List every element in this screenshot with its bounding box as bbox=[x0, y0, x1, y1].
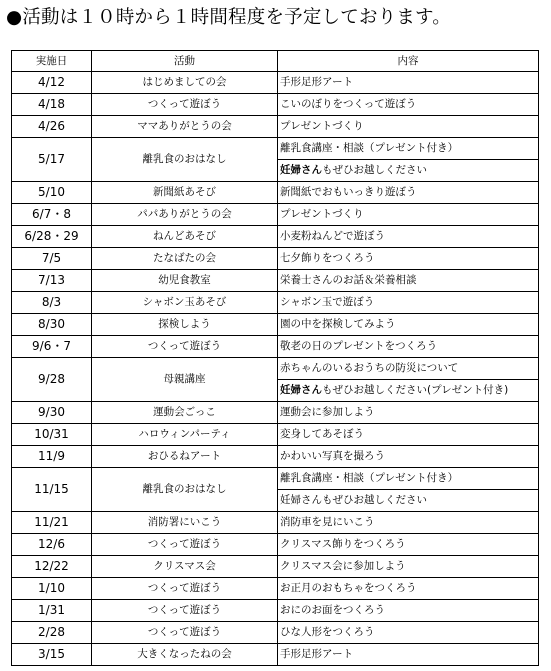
page-heading: ●活動は１０時から１時間程度を予定しております。 bbox=[6, 7, 451, 28]
cell-content: 園の中を探検してみよう bbox=[278, 314, 539, 336]
table-row bbox=[12, 556, 539, 578]
cell-content: 七夕飾りをつくろう bbox=[278, 248, 539, 270]
table-row bbox=[12, 402, 539, 424]
content-line: 離乳食講座・相談（プレゼント付き） bbox=[280, 472, 459, 484]
table-row bbox=[12, 248, 539, 270]
cell-activity: 離乳食のおはなし bbox=[92, 468, 278, 512]
cell-activity: 運動会ごっこ bbox=[92, 402, 278, 424]
table-row bbox=[12, 182, 539, 204]
cell-content: お正月のおもちゃをつくろう bbox=[278, 578, 539, 600]
cell-content: クリスマス飾りをつくろう bbox=[278, 534, 539, 556]
cell-date: 12/22 bbox=[12, 556, 92, 578]
table-body bbox=[12, 72, 539, 666]
cell-date: 9/28 bbox=[12, 358, 92, 402]
table-row bbox=[12, 358, 539, 402]
cell-date: 11/15 bbox=[12, 468, 92, 512]
content-line: 赤ちゃんのいるおうちの防災について bbox=[280, 362, 459, 374]
cell-date: 11/21 bbox=[12, 512, 92, 534]
cell-content: プレゼントづくり bbox=[278, 116, 539, 138]
table-row bbox=[12, 512, 539, 534]
cell-activity: ねんどあそび bbox=[92, 226, 278, 248]
cell-content: プレゼントづくり bbox=[278, 204, 539, 226]
cell-content: 新聞紙でおもいっきり遊ぼう bbox=[278, 182, 539, 204]
table-row bbox=[12, 468, 539, 512]
cell-content: ひな人形をつくろう bbox=[278, 622, 539, 644]
cell-activity: 大きくなったねの会 bbox=[92, 644, 278, 666]
cell-activity: ママありがとうの会 bbox=[92, 116, 278, 138]
table-row bbox=[12, 600, 539, 622]
header-date: 実施日 bbox=[12, 51, 92, 72]
cell-content: かわいい写真を撮ろう bbox=[278, 446, 539, 468]
table-row bbox=[12, 622, 539, 644]
schedule-table bbox=[11, 50, 539, 666]
cell-content: シャボン玉で遊ぼう bbox=[278, 292, 539, 314]
cell-content: 運動会に参加しよう bbox=[278, 402, 539, 424]
cell-date: 8/30 bbox=[12, 314, 92, 336]
cell-date: 6/7・8 bbox=[12, 204, 92, 226]
cell-activity: はじめましての会 bbox=[92, 72, 278, 94]
table-row bbox=[12, 292, 539, 314]
cell-content: 小麦粉ねんどで遊ぼう bbox=[278, 226, 539, 248]
cell-activity: クリスマス会 bbox=[92, 556, 278, 578]
cell-date: 5/17 bbox=[12, 138, 92, 182]
content-line: 離乳食講座・相談（プレゼント付き） bbox=[280, 142, 459, 154]
cell-date: 7/13 bbox=[12, 270, 92, 292]
content-line: 妊婦さんもぜひお越しください bbox=[278, 159, 538, 181]
content-line: 妊婦さんもぜひお越しください(プレゼント付き) bbox=[278, 379, 538, 401]
cell-activity: 母親講座 bbox=[92, 358, 278, 402]
cell-activity: シャボン玉あそび bbox=[92, 292, 278, 314]
table-row bbox=[12, 204, 539, 226]
cell-date: 6/28・29 bbox=[12, 226, 92, 248]
table-row bbox=[12, 534, 539, 556]
table-row bbox=[12, 314, 539, 336]
table-row bbox=[12, 72, 539, 94]
cell-content: 栄養士さんのお話＆栄養相談 bbox=[278, 270, 539, 292]
cell-date: 9/30 bbox=[12, 402, 92, 424]
table-row bbox=[12, 336, 539, 358]
cell-date: 4/12 bbox=[12, 72, 92, 94]
cell-date: 1/31 bbox=[12, 600, 92, 622]
cell-date: 7/5 bbox=[12, 248, 92, 270]
table-row bbox=[12, 446, 539, 468]
cell-activity: 幼児食教室 bbox=[92, 270, 278, 292]
table-row bbox=[12, 116, 539, 138]
cell-date: 10/31 bbox=[12, 424, 92, 446]
cell-date: 2/28 bbox=[12, 622, 92, 644]
cell-content: おにのお面をつくろう bbox=[278, 600, 539, 622]
cell-content: 手形足形アート bbox=[278, 72, 539, 94]
cell-content bbox=[278, 358, 539, 402]
cell-activity: 消防署にいこう bbox=[92, 512, 278, 534]
cell-activity: パパありがとうの会 bbox=[92, 204, 278, 226]
cell-activity: つくって遊ぼう bbox=[92, 578, 278, 600]
cell-date: 4/18 bbox=[12, 94, 92, 116]
header-content: 内容 bbox=[278, 51, 539, 72]
cell-activity: 探検しよう bbox=[92, 314, 278, 336]
cell-activity: つくって遊ぼう bbox=[92, 336, 278, 358]
cell-date: 12/6 bbox=[12, 534, 92, 556]
cell-content: 手形足形アート bbox=[278, 644, 539, 666]
cell-date: 3/15 bbox=[12, 644, 92, 666]
cell-activity: 離乳食のおはなし bbox=[92, 138, 278, 182]
content-line: 妊婦さんもぜひお越しください bbox=[278, 489, 538, 511]
cell-date: 1/10 bbox=[12, 578, 92, 600]
cell-content bbox=[278, 138, 539, 182]
cell-content: 変身してあそぼう bbox=[278, 424, 539, 446]
table-header-row bbox=[12, 51, 539, 72]
cell-activity: つくって遊ぼう bbox=[92, 622, 278, 644]
table-row bbox=[12, 424, 539, 446]
header-activity: 活動 bbox=[92, 51, 278, 72]
cell-date: 5/10 bbox=[12, 182, 92, 204]
cell-date: 9/6・7 bbox=[12, 336, 92, 358]
table-row bbox=[12, 578, 539, 600]
table-row bbox=[12, 270, 539, 292]
cell-content: 敬老の日のプレゼントをつくろう bbox=[278, 336, 539, 358]
cell-activity: ハロウィンパーティ bbox=[92, 424, 278, 446]
cell-activity: つくって遊ぼう bbox=[92, 94, 278, 116]
cell-activity: つくって遊ぼう bbox=[92, 534, 278, 556]
cell-date: 11/9 bbox=[12, 446, 92, 468]
cell-date: 8/3 bbox=[12, 292, 92, 314]
cell-date: 4/26 bbox=[12, 116, 92, 138]
cell-activity: つくって遊ぼう bbox=[92, 600, 278, 622]
table-row bbox=[12, 94, 539, 116]
table-row bbox=[12, 644, 539, 666]
cell-activity: たなばたの会 bbox=[92, 248, 278, 270]
cell-content: 消防車を見にいこう bbox=[278, 512, 539, 534]
table-row bbox=[12, 226, 539, 248]
cell-content: クリスマス会に参加しよう bbox=[278, 556, 539, 578]
table-row bbox=[12, 138, 539, 182]
cell-content bbox=[278, 468, 539, 512]
cell-activity: 新聞紙あそび bbox=[92, 182, 278, 204]
cell-content: こいのぼりをつくって遊ぼう bbox=[278, 94, 539, 116]
cell-activity: おひるねアート bbox=[92, 446, 278, 468]
